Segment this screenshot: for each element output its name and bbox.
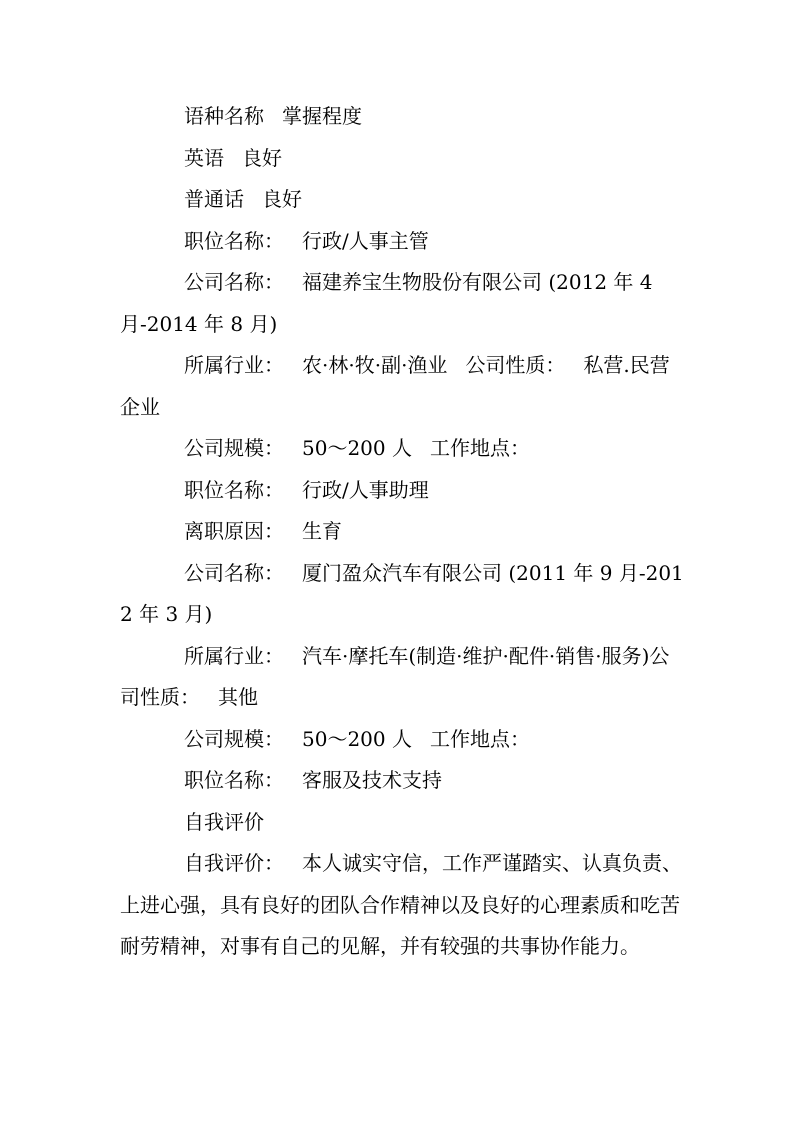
position-value: 行政/人事助理 bbox=[302, 477, 429, 502]
language-level: 良好 bbox=[242, 145, 282, 170]
self-evaluation-heading: 自我评价 bbox=[184, 809, 264, 834]
language-level-header: 掌握程度 bbox=[282, 104, 362, 128]
company-label: 公司名称： bbox=[184, 560, 284, 585]
resume-content bbox=[120, 96, 685, 968]
position-label: 职位名称： bbox=[184, 228, 284, 253]
nature-value: 私营.民营企业 bbox=[120, 353, 670, 419]
scale-value: 50～200 人 bbox=[302, 436, 412, 460]
nature-value: 其他 bbox=[218, 685, 258, 709]
company-value: 福建养宝生物股份有限公司 (2012 年 4 月-2014 年 8 月) bbox=[120, 270, 653, 336]
position-label: 职位名称： bbox=[184, 768, 284, 792]
company-label: 公司名称： bbox=[184, 270, 284, 294]
job2-scale-row bbox=[120, 719, 685, 761]
industry-value: 农·林·牧·副·渔业 bbox=[302, 353, 448, 377]
language-name: 英语 bbox=[184, 145, 224, 170]
language-header-row bbox=[120, 96, 685, 138]
nature-label: 公司性质： bbox=[465, 353, 566, 377]
self-evaluation-label: 自我评价： bbox=[184, 851, 284, 875]
industry-value: 汽车·摩托车(制造·维护·配件·销售·服务) bbox=[302, 643, 650, 668]
job2-company-row bbox=[120, 553, 685, 636]
scale-value: 50～200 人 bbox=[302, 726, 412, 751]
scale-label: 公司规模： bbox=[184, 436, 284, 460]
job2-industry-row bbox=[120, 636, 685, 719]
industry-label: 所属行业： bbox=[184, 353, 284, 377]
job2-position-row bbox=[120, 760, 685, 802]
location-label: 工作地点： bbox=[429, 436, 530, 460]
language-name-header: 语种名称 bbox=[184, 104, 264, 128]
language-name: 普通话 bbox=[184, 187, 244, 211]
leave-reason-value: 生育 bbox=[302, 519, 342, 543]
leave-reason-label: 离职原因： bbox=[184, 519, 284, 543]
job1-leave-row bbox=[120, 511, 685, 553]
job1-position-row bbox=[120, 470, 685, 512]
job1-industry-row bbox=[120, 345, 685, 428]
language-row bbox=[120, 138, 685, 180]
company-value: 厦门盈众汽车有限公司 (2011 年 9 月-2012 年 3 月) bbox=[120, 560, 684, 626]
self-evaluation-paragraph bbox=[120, 843, 685, 968]
current-position-row bbox=[120, 221, 685, 263]
job1-scale-row bbox=[120, 428, 685, 470]
position-value: 行政/人事主管 bbox=[302, 228, 429, 253]
self-evaluation-text: 本人诚实守信，工作严谨踏实、认真负责、上进心强，具有良好的团队合作精神以及良好的心理素质和吃苦耐劳精神，对事有自己的见解，并有较强的共事协作能力。 bbox=[120, 851, 682, 958]
language-row bbox=[120, 179, 685, 221]
nature-label: 公司性质： bbox=[120, 643, 670, 709]
position-value: 客服及技术支持 bbox=[302, 768, 442, 792]
location-label: 工作地点： bbox=[429, 726, 530, 751]
industry-label: 所属行业： bbox=[184, 643, 284, 668]
job1-company-row bbox=[120, 262, 685, 345]
scale-label: 公司规模： bbox=[184, 726, 284, 751]
position-label: 职位名称： bbox=[184, 477, 284, 502]
language-level: 良好 bbox=[262, 187, 302, 211]
